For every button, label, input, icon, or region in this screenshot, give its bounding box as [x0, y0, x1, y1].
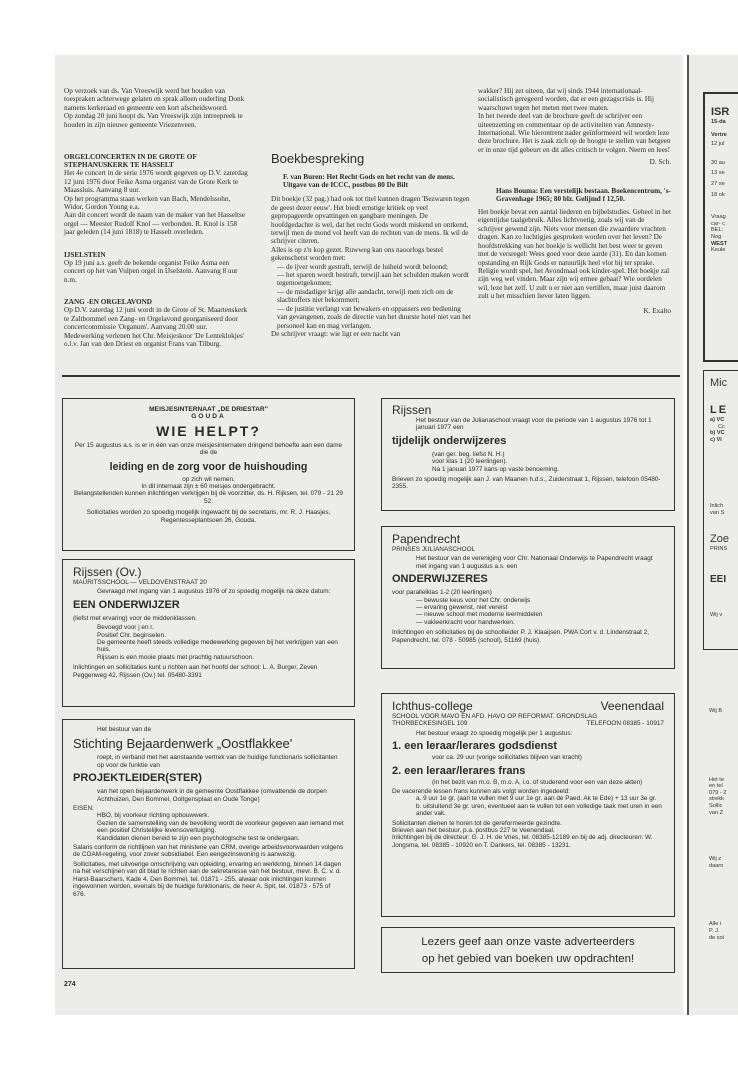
ad-headline: EEN ONDERWIJZER: [73, 598, 180, 611]
ad-line: Gezien de samenstelling van de bevolking wordt de voorkeur gegeven aan iemand met een positief Christelijke levensovertuiging.: [97, 819, 344, 835]
ad-line: (van ger. beg. liefst N. H.): [432, 450, 505, 458]
list-item: — de misdadiger krijgt alle aandacht, terwijl men zich om de slachtoffers niet bekommert;: [277, 287, 454, 305]
ad-title: Rijssen (Ov.): [73, 565, 142, 579]
ad-rijssen-julianaschool: [381, 398, 675, 511]
ad-oostflakkee: [62, 719, 355, 969]
edge-text: P. J.: [709, 927, 720, 934]
edge-text: 12 jul: [711, 141, 725, 148]
ad-place: Veenendaal: [600, 699, 664, 713]
book-title: Hans Bouma: Een verstelijk bestaan. Boekencentrum, 's-Gravenhage 1965; 80 blz. Gelijmd f 12,50.: [496, 186, 671, 203]
adjacent-page-content-lower: [709, 708, 738, 941]
text: Op zondag 20 juni hoopt ds. Van Vreeswijk zijn intreepreek te houden in zijn nieuwe gemeente Vriezenveen.: [64, 112, 243, 129]
ad-line: HBO, bij voorkeur richting opbouwwerk.: [97, 812, 210, 820]
edge-text: Vraag: [711, 214, 726, 221]
ad-list-item: — nieuwe school met moderne leermiddelen: [416, 611, 543, 619]
text: Op verzoek van ds. Van Vreeswijk werd het houden van toespraken achterwege gelaten en sprak alleen ouderling Donk namens kerkeraad en gemeente een kort afscheidswoord.: [64, 87, 245, 112]
ad-line: Positief Chr. beginselen.: [97, 631, 166, 639]
signature: D. Sch.: [649, 158, 671, 167]
edge-text: Vertre: [711, 131, 727, 138]
ad-line: MEISJESINTERNAAT „DE DRIESTAR": [149, 406, 268, 413]
ad-list-item: a. 9 uur 1e gr. (aan te vullen met 9 uur 1e gr. aan de Paed. Ak te Ede) + 13 uur 3e gr.: [416, 795, 657, 803]
text: Het boekje bevat een aantal liederen en bijbelstudies. Geheel in het eigentijdse taalgebruik. Alles lichtvoetig, zoals wij van de schrijver gewend zijn. Niets voor mensen die zwaardere vrachten dragen. Kan zo luchtigjes gesproken worden over het leven? De hoofdstrekking van het boekje is wellicht het best weer te geven met de versregel: Wees goed voor deze aarde (31). En dan komen opstanding en Rijk Gods er natuurlijk heel vlot bij ter sprake. Religie wordt spel, het Avondmaal ook kinder-spel. Het boekje zal zijn weg wel vinden. Maar zijn wij ermee gebaat? Wie oordelen wil, leze het zelf. U zult u er niet aan vertillen, maar juist daarom zult u het misschien liever laten liggen.: [478, 208, 671, 301]
text: Aan dit concert wordt de naam van de maker van het Hasseltse orgel — Meester Rudolf Knol — verbonden. R. Knol is 158 jaar geleden (14 juni 1818) te Hasselt overleden.: [64, 211, 246, 237]
edge-text: car- c: [711, 220, 725, 227]
edge-text: Cc: [718, 423, 725, 430]
list-item: — de ijver wordt gestraft, terwijl de luiheid wordt beloond;: [277, 262, 448, 271]
ad-line: van het open bejaardenwerk in de gemeente Oostflakkee (omvattende de dorpen Achthuizen, Den Bommel, Ooltgensplaat en Oude Tonge): [97, 788, 327, 803]
edge-text: 27 se: [711, 180, 725, 187]
heading: IJSELSTEIN: [64, 250, 106, 259]
text: Op het programma staan werken van Bach, Mendelssohn, Widor, Gordon Young e.a.: [64, 194, 231, 212]
ad-line: Kandidaten dienen bereid te zijn een psychologische test te ondergaan.: [97, 834, 300, 842]
edge-text: ISR: [711, 106, 730, 118]
ad-line: Gevraagd met ingang van 1 augustus 1976 of zo spoedig mogelijk na deze datum:: [97, 588, 331, 596]
edge-text: de soi: [709, 934, 724, 941]
edge-text: b) VC: [710, 430, 725, 437]
ad-headline: Stichting Bejaardenwerk „Oostflakkee': [73, 736, 293, 752]
edge-text: Het te: [709, 776, 724, 783]
text: De schrijver vraagt: wie ligt er een nacht van: [271, 329, 401, 338]
ad-line: MAURITSSCHOOL — VELDOVENSTRAAT 20: [73, 579, 207, 586]
ad-driestar: [62, 398, 355, 551]
edge-text: a) VC: [710, 417, 725, 423]
ad-title: Ichthus-college: [392, 699, 473, 713]
edge-text: Inlich: [710, 503, 724, 510]
text: Dit boekje (32 pag.) had ook tot titel kunnen dragen 'Bezwaren tegen de geest dezer eeuw'. Het biedt ernstige kritiek op veel gepropageerde opvattingen en gangbare meningen. De hoofdgedachte is wel, dat het recht Gods wordt miskend en ontkend, terwijl men de mond vol heeft van de rechten van de mens. Ik wil de schrijver citeren.: [271, 195, 470, 246]
ad-list-item: — ervaring gewenst, niet vereist: [416, 604, 508, 612]
ad-line: EISEN:: [73, 805, 94, 813]
ad-line: PRINSES JULIANASCHOOL: [392, 546, 476, 553]
ad-rijssen-mauritsschool: [62, 559, 355, 707]
ad-line: De gemeente heeft steeds volledige medewerking gegeven bij het verkrijgen van een huis.: [97, 639, 338, 654]
ad-line: (liefst met ervaring) voor de middenklassen.: [73, 614, 197, 622]
ad-line: Brieven aan het bestuur, p.a. postbus 227 te Veenendaal.: [392, 827, 555, 835]
page-number: 274: [64, 981, 76, 988]
edge-text: LE: [710, 404, 729, 416]
edge-text: WEST: [711, 240, 728, 247]
edge-text: van S: [710, 509, 725, 516]
ad-ichthus-college: [381, 693, 675, 917]
edge-text: strekk: [709, 796, 724, 803]
ad-line: voor ca. 29 uur (vorige sollicitaties blijven van kracht): [432, 754, 582, 762]
ad-line: op zich wil nemen.: [182, 475, 235, 483]
ad-line: Salaris conform de richtlijnen van het ministerie van CRM, overige arbeidsvoorwaarden volgens de COAM-regeling, voor zover subsidiabel. Een eengezinswoning is aanwezig.: [73, 844, 344, 859]
edge-text: PRINS: [710, 545, 728, 552]
ad-line: (in het bezit van m.o. B, m.o. A, i.o. of studerend voor een van deze akten): [432, 778, 643, 786]
edge-text: 079 - 2: [709, 789, 727, 796]
ad-line: SCHOOL VOOR MAVO EN AFD. HAVO OP REFORMAT. GRONDSLAG: [392, 713, 598, 720]
edge-text: daarn: [709, 862, 724, 869]
edge-text: 13 se: [711, 170, 725, 177]
ad-line: Belangstellenden kunnen inlichtingen verkrijgen bij de voorzitter, ds. H. Rijksen, tel. 079 - 21 29 52.: [74, 490, 343, 505]
edge-text: Wij v: [710, 612, 723, 619]
ad-line: Het bestuur van de: [97, 726, 151, 733]
ad-line: GOUDA: [191, 413, 226, 421]
heading: ORGELCONCERTEN IN DE GROTE OF STEPHANUSKERK TE HASSELT: [64, 153, 197, 170]
heading: ZANG -EN ORGELAVOND: [64, 298, 152, 307]
ad-line: voor parallelklas 1-2 (20 leerlingen): [392, 589, 492, 597]
ad-line: Inlichtingen bij de directeur: G. J. H. de Vries, tel. 08385-12189 en bij de adj. directeuren: W. Jongsma, tel. 08385 - 10920 en T. Dankers, tel. 08385 - 13231.: [392, 834, 653, 849]
ad-headline: tijdelijk onderwijzeres: [392, 434, 507, 447]
edge-text: Alle i: [709, 921, 722, 928]
ad-headline: op het gebied van boeken uw opdrachten!: [421, 953, 635, 965]
section-heading: Boekbespreking: [271, 151, 365, 166]
ad-line: De vacerende lessen frans kunnen als volgt worden ingedeeld:: [392, 788, 570, 796]
edge-text: Zoe: [710, 532, 729, 545]
ad-line: Sollicitaties worden zo spoedig mogelijk ingewacht bij de secretaris, mr. R. J. Haasjes, Regentesseplantsoen 26, Gouda.: [86, 509, 331, 524]
edge-text: c) Vi: [710, 436, 722, 443]
ad-line: Inlichtingen en sollicitaties kunt u richten aan het hoofd der school: L. A. Burger, Zeven Peggenweg 42, Rijssen (Ov.) tel. 05480-3391: [73, 664, 318, 679]
ad-title: Papendrecht: [392, 532, 461, 546]
edge-text: 15-da: [711, 119, 726, 125]
text: Medewerking verlenen het Chr. Meisjeskoor 'De Lenteklokjes' o.l.v. Jan van den Driest en organist Frans van Tilburg.: [64, 331, 245, 348]
edge-text: van Z: [709, 809, 723, 816]
ad-title: Rijssen: [392, 403, 432, 417]
edge-text: BEL:: [711, 227, 724, 234]
list-item: — de justitie verlangt van bewakers en oppassers een bediening van gevangenen, zoals de directie van het duurste hotel niet van het personeel kan en mag verlangen.: [277, 304, 471, 330]
left-column: [64, 87, 249, 348]
text: Op 19 juni a.s. geeft de bekende organist Feike Asma een concert op het van Vulpen orgel in IJselstein. Aanvang 8 uur n.m.: [64, 258, 238, 284]
divider: [62, 375, 680, 377]
book-title: F. van Buren: Het Recht Gods en het recht van de mens. Uitgave van de ICCC, postbus 80 De Bilt: [283, 173, 455, 190]
text: wakker? Hij zet uiteen, dat wij sinds 1944 internationaal-socialistisch geregeerd worden, dat er een gezagscrisis is. Hij waarschuwt tegen het meten met twee maten.: [478, 87, 655, 112]
signature: K. Exalto: [643, 306, 671, 315]
edge-text: EEI: [710, 574, 727, 586]
edge-text: Wij B: [709, 708, 723, 714]
ad-line: Het bestuur van de Julianaschool vraagt voor de periode van 1 augustus 1976 tot 1 januari 1977 een: [416, 417, 652, 432]
ad-line: Sollicitanten dienen te horen tot de gereformeerde gezindte.: [392, 819, 562, 827]
text: Alles is op z'n kop gezet. Ruwweg kan ons naoorlogs bestel gekenschetst worden met:: [271, 245, 443, 263]
ad-headline: ONDERWIJZERES: [392, 573, 488, 586]
ad-line: Rijssen is een mooie plaats met prachtig natuurschoon.: [97, 653, 255, 661]
text: Op D.V. zaterdag 12 juni wordt in de Grote of St. Maartenskerk te Zaltbommel een Zang- en Orgelavond georganiseerd door concertcommissie 'Organum'. Aanvang 20.00 uur.: [64, 306, 248, 332]
ad-headline: leiding en de zorg voor de huishouding: [109, 460, 308, 473]
ad-line: In dit internaat zijn ± 60 meisjes ondergebracht.: [141, 483, 276, 491]
ad-phone: TELEFOON 08385 - 10917: [586, 720, 664, 728]
ad-list-item: — vakleerkracht voor handwerken.: [416, 618, 515, 626]
ad-headline: 1. een leraar/lerares godsdienst: [392, 740, 558, 753]
text: Het 4e concert in de serie 1976 wordt gegeven op D.V. zaterdag 12 juni 1976 door Feike Asma organist van de Grote Kerk te Maassluis. Aanvang 8 uur.: [64, 169, 248, 195]
ad-headline: WIE HELPT?: [156, 422, 261, 439]
edge-text: en tel: [709, 783, 723, 790]
edge-text: Nog: [711, 233, 722, 240]
ad-headline: Lezers geef aan onze vaste adverteerders: [421, 936, 635, 948]
adjacent-page-content: [703, 92, 738, 738]
edge-ad-box: [703, 370, 738, 650]
ad-line: Na 1 januari 1977 kans op vaste benoeming.: [432, 465, 559, 473]
ad-address: THORBECKESINGEL 109: [392, 720, 468, 728]
ad-line: Inlichtingen en sollicitaties bij de schoolleider P. J. Klaaijsen, PWA Cort v. d. Lindenstraat 2, Papendrecht, tel. 078 - 50985 (school), 51169 (huis).: [392, 629, 650, 644]
ad-line: voor klas 1 (20 leerlingen).: [432, 458, 508, 466]
ad-papendrecht: [381, 526, 675, 669]
ad-line: roept, in verband met het aanstaande vertrek van de huidige functionaris sollicitanten op voor de funktie van: [97, 754, 338, 769]
edge-text: 30 au: [711, 159, 725, 166]
edge-text: Sollic: [709, 802, 723, 809]
ad-list-item: b. uitsluitend 3e gr. uren, eventueel aan te vullen tot een volledige taak met uren in een ander vak.: [416, 802, 662, 818]
edge-text: Keule: [711, 247, 726, 254]
ad-line: Bevoegd voor j en r.: [97, 624, 154, 632]
edge-text: Mic: [710, 377, 728, 389]
middle-column: [271, 151, 471, 338]
ad-headline: 2. een leraar/lerares frans: [392, 764, 526, 777]
ad-list-item: — bewuste keus voor het Chr. onderwijs: [416, 596, 531, 604]
ad-headline: PROJEKTLEIDER(STER): [73, 772, 202, 785]
edge-text: Wij z: [709, 856, 722, 863]
text: In het tweede deel van de brochure geeft de schrijver een uiteenzetting en commentaar op de activiteiten van Amnesty-International. Wie hierontrent nader geïnformeerd wil worden leze deze brochure. Het is zaak zich op de hoogte te stellen van hetgeen er in onze tijd gebeurt en dit alles critisch te volgen. Neem en lees!: [478, 112, 671, 154]
ad-line: Brieven zo spoedig mogelijk aan J. van Maanen h.d.s., Zuiderstraat 1, Rijssen, telefoon 05480-2355.: [392, 476, 661, 491]
list-item: — het sparen wordt bestraft, terwijl aan het schulden maken wordt tegemoetgekomen;: [277, 271, 469, 288]
ad-line: Per 15 augustus a.s. is er in één van onze meisjesinternaten dringend behoefte aan een dame die de: [74, 441, 343, 457]
edge-ad-box: [703, 92, 738, 362]
right-column: [478, 87, 671, 315]
edge-text: 18 ok: [711, 191, 725, 198]
ad-line: Sollicitaties, met uitvoerige omschrijving van opleiding, ervaring en werkkring, binnen 14 dagen na het verschijnen van dit blad te richten aan de sekretaresse van het bestuur, mevr. B. C. v. d. Harst-Baarschers, Kade 4, Den Bommel, tel. 01871 - 255, alwaar ook inlichtingen kunnen ingewonnen worden, evenals bij de huidige funktionaris, de heer A. Spit, tel. 01873 - 575 of 676.: [73, 860, 342, 898]
ad-line: Het bestuur vraagt zo spoedig mogelijk per 1 augustus:: [416, 729, 573, 737]
ad-line: Het bestuur van de vereniging voor Chr. Nationaal Onderwijs te Papendrecht vraagt met ingang van 1 augustus a.s. een: [416, 555, 653, 570]
ad-lezers: [381, 927, 675, 973]
